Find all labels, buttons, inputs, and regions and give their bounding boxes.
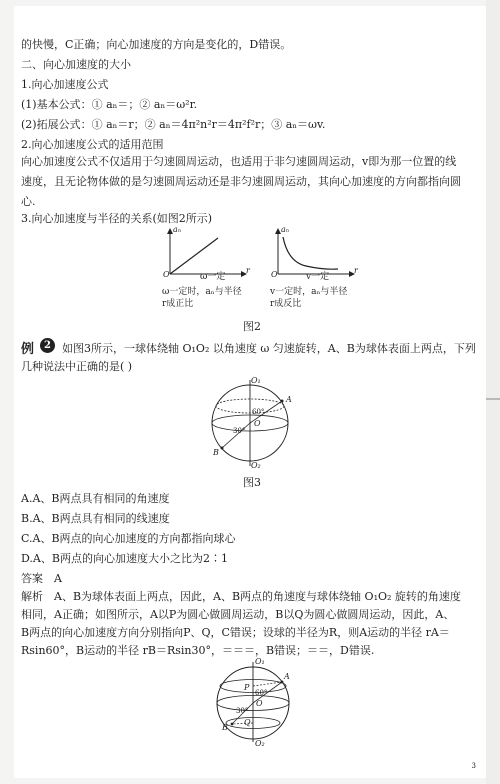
example-question-line-1: 如图3所示，一球体绕轴 O₁O₂ 以角速度 ω 匀速旋转，A、B为球体表面上两点，下列 xyxy=(62,342,476,355)
basic-formula: (1)基本公式：① aₙ＝；② aₙ＝ω²r. xyxy=(21,98,198,111)
fig4-Q-label: Q xyxy=(244,718,251,727)
fig4-O-label: O xyxy=(256,699,263,708)
fig3-angle-top: 60° xyxy=(252,408,265,416)
fig4-O2-label: O₂ xyxy=(255,739,265,748)
figure-3-label: 图3 xyxy=(243,476,261,489)
fig4-B-label: B xyxy=(222,723,228,732)
fig4-angle-bottom: 30° xyxy=(236,707,249,715)
left-origin-label: O xyxy=(163,270,170,279)
left-condition: ω一定 xyxy=(200,272,226,282)
right-condition: v一定 xyxy=(306,272,330,282)
fig3-O2-label: O₂ xyxy=(251,461,261,470)
left-caption-1: ω一定时，aₙ与半径 xyxy=(162,287,242,297)
example-number: 2 xyxy=(40,338,55,353)
extended-formula: (2)拓展公式：① aₙ＝r；② aₙ＝4π²n²r＝4π²f²r；③ aₙ＝ωv. xyxy=(21,118,326,131)
right-origin-label: O xyxy=(271,270,278,279)
subheading-radius: 3.向心加速度与半径的关系(如图2所示) xyxy=(21,212,213,225)
left-y-axis-label: aₙ xyxy=(173,225,182,234)
option-b: B.A、B两点具有相同的线速度 xyxy=(21,512,170,525)
subheading-scope: 2.向心加速度公式的适用范围 xyxy=(21,138,164,151)
fig4-O1-label: O₁ xyxy=(255,657,265,666)
scope-paragraph: 向心加速度公式不仅适用于匀速圆周运动，也适用于非匀速圆周运动，v即为那一位置的线速度，且无论物体做的是匀速圆周运动还是非匀速圆周运动，其向心加速度的方向都指向圆心. xyxy=(21,155,461,208)
left-x-axis-label: r xyxy=(246,266,250,275)
option-a: A.A、B两点具有相同的角速度 xyxy=(21,492,170,505)
right-x-axis-label: r xyxy=(354,266,358,275)
fig3-A-label: A xyxy=(286,395,292,404)
section-heading: 二、向心加速度的大小 xyxy=(21,58,131,71)
fig3-O1-label: O₁ xyxy=(251,376,261,385)
fig4-A-label: A xyxy=(284,672,290,681)
fig3-O-label: O xyxy=(254,419,261,428)
example-question-line-2: 几种说法中正确的是( ) xyxy=(21,360,133,373)
analysis-paragraph: 解析 A、B为球体表面上两点，因此，A、B两点的角速度与球体绕轴 O₁O₂ 旋转的角速度相同，A正确；如图所示，A以P为圆心做圆周运动，B以Q为圆心做圆周运动，因此，A、B两点的向心加速度方向分别指向P、Q，C错误；设球的半径为R，则A运动的半径 rA＝Rsin60°，B运动的半径 rB＝Rsin30°，＝＝＝，B错误；＝＝，D错误. xyxy=(21,590,461,657)
figure-2-label: 图2 xyxy=(243,320,261,333)
subheading-formula: 1.向心加速度公式 xyxy=(21,78,109,91)
option-d: D.A、B两点的向心加速度大小之比为2∶1 xyxy=(21,552,228,565)
left-caption-2: r成正比 xyxy=(162,299,194,309)
fig4-P-label: P xyxy=(244,683,250,692)
fig4-angle-top: 60° xyxy=(255,689,268,697)
answer: 答案 A xyxy=(21,572,62,585)
page-number: 3 xyxy=(471,762,476,770)
option-c: C.A、B两点的向心加速度的方向都指向球心 xyxy=(21,532,236,545)
right-caption-2: r成反比 xyxy=(270,299,302,309)
right-caption-1: v一定时，aₙ与半径 xyxy=(270,287,348,297)
example-badge: 例 xyxy=(21,342,35,357)
text-line-1: 的快慢，C正确；向心加速度的方向是变化的，D错误。 xyxy=(21,38,292,51)
edge-marker xyxy=(486,398,500,400)
fig3-angle-bottom: 30° xyxy=(233,427,246,435)
right-y-axis-label: aₙ xyxy=(281,225,290,234)
fig3-B-label: B xyxy=(213,448,219,457)
page-edge xyxy=(486,0,500,784)
